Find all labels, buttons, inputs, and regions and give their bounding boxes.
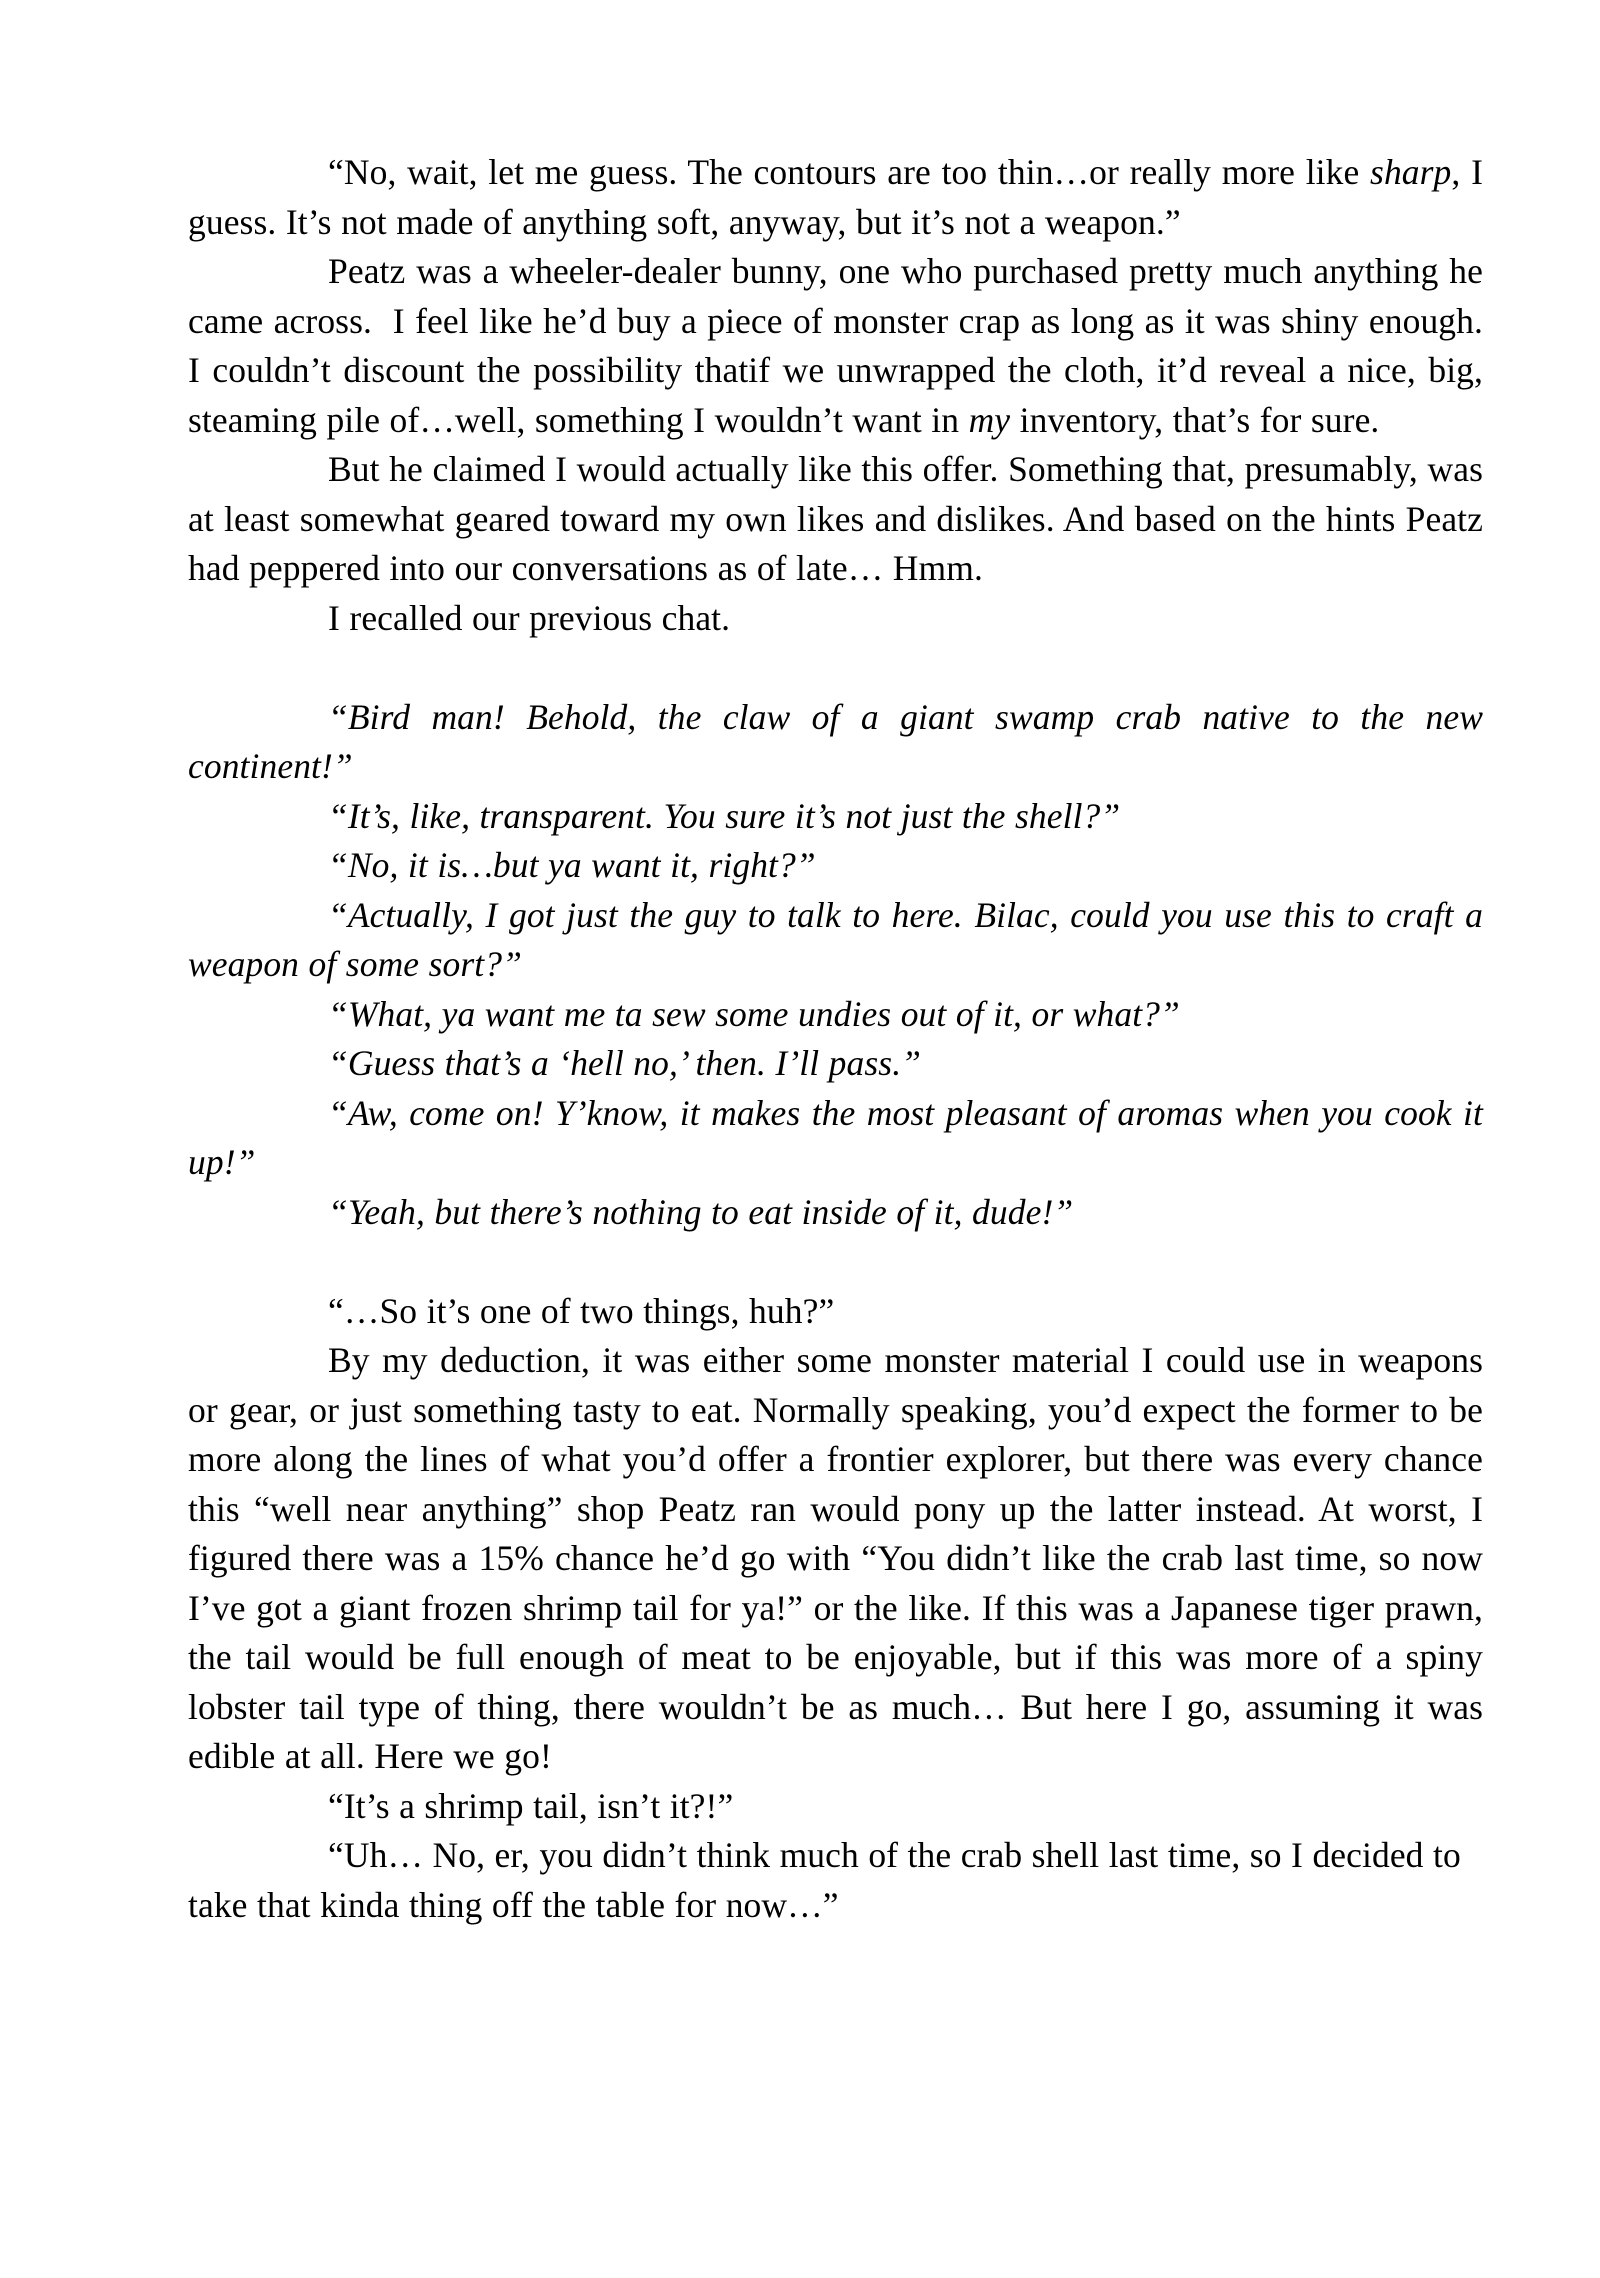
- paragraph-dialogue: “Guess that’s a ‘hell no,’ then. I’ll pass.”: [328, 1043, 922, 1083]
- paragraph-dialogue: “Actually, I got just the guy to talk to here. Bilac, could you use this to craft a weapon of some sort?”: [188, 894, 1483, 984]
- paragraph: I recalled our previous chat.: [328, 597, 731, 638]
- paragraph: But he claimed I would actually like this offer. Something that, presumably, was at least somewhat geared toward my own likes and dislikes. And based on the hints Peatz had peppered into our conversations as of late… Hmm.: [188, 449, 1483, 588]
- paragraph-dialogue: “Uh… No, er, you didn’t think much of the crab shell last time, so I decided to take that kinda thing off the table for now…”: [188, 1835, 1461, 1925]
- text-column: [188, 148, 1483, 1930]
- paragraph: Peatz was a wheeler-dealer bunny, one who purchased pretty much anything he came across. I feel like he’d buy a piece of monster crap as long as it was shiny enough. I couldn’t discount the possibility thatif we unwrapped the cloth, it’d reveal a nice, big, steaming pile of…well, something I wouldn’t want in my inventory, that’s for sure.: [188, 251, 1483, 440]
- paragraph-dialogue: “Yeah, but there’s nothing to eat inside of it, dude!”: [328, 1191, 1074, 1232]
- paragraph-dialogue: “…So it’s one of two things, huh?”: [328, 1290, 835, 1331]
- paragraph-spacer: [188, 1237, 1483, 1287]
- italic-emphasis: sharp: [1370, 152, 1452, 192]
- italic-emphasis: my: [968, 399, 1011, 440]
- paragraph-dialogue: “No, it is…but ya want it, right?”: [328, 845, 816, 885]
- paragraph: “No, wait, let me guess. The contours are too thin…or really more like sharp, I guess. It’s not made of anything soft, anyway, but it’s not a weapon.”: [188, 152, 1483, 242]
- paragraph-dialogue: “It’s a shrimp tail, isn’t it?!”: [328, 1785, 734, 1826]
- paragraph-dialogue: “It’s, like, transparent. You sure it’s not just the shell?”: [328, 795, 1121, 836]
- paragraph-spacer: [188, 643, 1483, 693]
- paragraph: By my deduction, it was either some monster material I could use in weapons or gear, or just something tasty to eat. Normally speaking, you’d expect the former to be more along the lines of what you’d offer a frontier explorer, but there was every chance this “well near anything” shop Peatz ran would pony up the latter instead. At worst, I figured there was a 15% chance he’d go with “You didn’t like the crab last time, so now I’ve got a giant frozen shrimp tail for ya!” or the like. If this was a Japanese tiger prawn, the tail would be full enough of meat to be enjoyable, but if this was more of a spiny lobster tail type of thing, there wouldn’t be as much… But here I go, assuming it was edible at all. Here we go!: [188, 1340, 1483, 1776]
- paragraph-dialogue: “Bird man! Behold, the claw of a giant swamp crab native to the new continent!”: [188, 696, 1483, 786]
- paragraph-dialogue: “What, ya want me ta sew some undies out of it, or what?”: [328, 993, 1180, 1034]
- paragraph-dialogue: “Aw, come on! Y’know, it makes the most pleasant of aromas when you cook it up!”: [188, 1092, 1483, 1182]
